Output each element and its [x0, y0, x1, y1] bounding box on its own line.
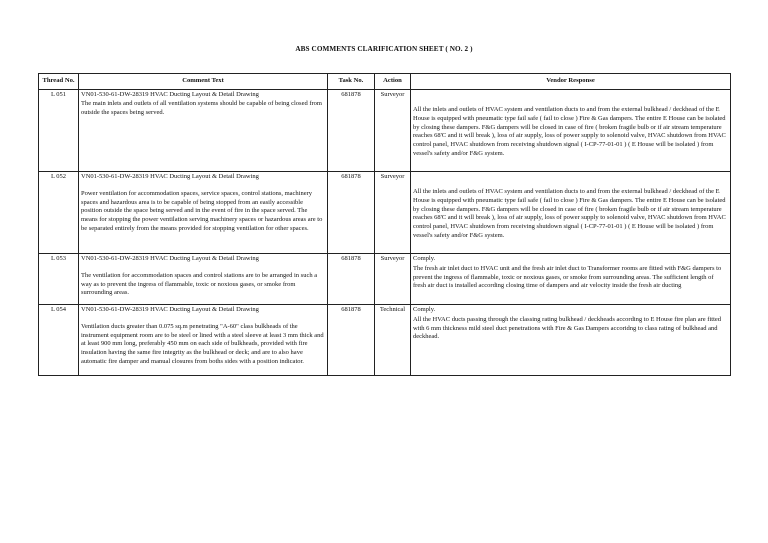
thread-cell: L 051 [39, 90, 79, 172]
header-comment: Comment Text [79, 74, 328, 90]
thread-cell: L 053 [39, 254, 79, 305]
comment-text: Ventilation ducts greater than 0.075 sq.m penetrating "A-60" class bulkheads of the instrument equipment room are to be steel or lined with a steel sleeve at least 3 mm thick and at least 900 mm long, preferably 450 mm on each side of bulkheads, provided with fire insulation having the same fire integrity as the bulkhead or deck; and are to also have automatic fire damper and manual closures from boths sides with a position indicator. [81, 322, 324, 366]
task-cell: 681878 [328, 305, 375, 376]
header-response: Vendor Response [411, 74, 731, 90]
response-text: All the inlets and outlets of HVAC system and ventilation ducts to and from the external bulkhead / deckhead of the E House is equipped with pneumatic type fail safe ( fail to close ) Fire & Gas dampers. The entire E House can be isolated by closing these dampers. F&G dampers will be closed in case of fire ( broken fragile bulb or if air stream temperature reaches 68'C and it will break ), loss of air supply, loss of power supply to solenoid valve, HVAC shutdown from HVAC control panel, HVAC shutdown from receiving shutdown signal ( I-CP-77-01-01 ) ( E House will be isolated ) from vessel's safety and/or F&G system. [413, 188, 726, 240]
action-cell: Surveyor [375, 254, 411, 305]
comment-text: Power ventilation for accommodation spaces, service spaces, control stations, machinery spaces and hazardous area is to be capable of being stopped from an easily accessible position outside the space being served and in the event of fire in the space served. The means for stopping the power ventilation serving machinery spaces or hazardous areas are to be separated entirely from the means provided for stopping ventilation for other spaces. [81, 189, 323, 233]
task-cell: 681878 [328, 90, 375, 172]
response-text: The fresh air inlet duct to HVAC unit and the fresh air inlet duct to Transformer rooms are fitted with F&G dampers to prevent the ingress of flammable, toxic or noxious gases, or smoke from surrounding areas. The sufficient length of fresh air duct is installed according closing time of dampers and air velocity inside the fresh air ducting [413, 264, 722, 290]
document-title: ABS COMMENTS CLARIFICATION SHEET ( NO. 2 ) [295, 45, 473, 53]
table-row [39, 254, 731, 305]
comment-text: The ventilation for accommodation spaces and control stations are to be arranged in such a way as to prevent the ingress of flammable, toxic or noxious gases, or smoke from surrounding areas. [81, 271, 318, 297]
header-task: Task No. [328, 74, 375, 90]
header-thread: Thread No. [39, 74, 79, 90]
comment-cell [79, 172, 328, 254]
response-cell [411, 305, 731, 376]
clarification-table [38, 73, 731, 376]
task-cell: 681878 [328, 254, 375, 305]
response-cell [411, 254, 731, 305]
comment-cell [79, 90, 328, 172]
action-cell: Surveyor [375, 90, 411, 172]
response-cell [411, 90, 731, 172]
response-cell [411, 172, 731, 254]
response-lead: Comply. [413, 255, 436, 262]
drawing-ref: VN01-530-61-DW-28319 HVAC Ducting Layout & Detail Drawing [81, 173, 259, 180]
thread-cell: L 052 [39, 172, 79, 254]
response-lead: Comply. [413, 306, 436, 313]
comment-cell [79, 254, 328, 305]
drawing-ref: VN01-530-61-DW-28319 HVAC Ducting Layout & Detail Drawing [81, 306, 259, 313]
comment-cell [79, 305, 328, 376]
header-action: Action [375, 74, 411, 90]
action-cell: Technical [375, 305, 411, 376]
comment-text: The main inlets and outlets of all ventilation systems should be capable of being closed from outside the spaces being served. [81, 99, 322, 116]
table-header-row [39, 74, 731, 90]
action-cell: Surveyor [375, 172, 411, 254]
task-cell: 681878 [328, 172, 375, 254]
response-text: All the HVAC ducts passing through the classing rating bulkhead / deckheads according to E House fire plan are fitted with 6 mm thickness mild steel duct penetrations with Fire & Gas Dampers accoridng to class rating of bulkhead and deckhead. [413, 315, 722, 341]
response-text: All the inlets and outlets of HVAC system and ventilation ducts to and from the external bulkhead / deckhead of the E House is equipped with pneumatic type fail safe ( fail to close ) Fire & Gas dampers. The entire E House can be isolated by closing these dampers. F&G dampers will be closed in case of fire ( broken fragile bulb or if air stream temperature reaches 68'C and it will break ), loss of air supply, loss of power supply to solenoid valve, HVAC shutdown from HVAC control panel, HVAC shutdown from receiving shutdown signal ( I-CP-77-01-01 ) ( E House will be isolated ) from vessel's safety and/or F&G system. [413, 106, 726, 158]
table-row [39, 90, 731, 172]
table-row [39, 172, 731, 254]
table-row [39, 305, 731, 376]
drawing-ref: VN01-530-61-DW-28319 HVAC Ducting Layout & Detail Drawing [81, 255, 259, 262]
thread-cell: L 054 [39, 305, 79, 376]
drawing-ref: VN01-530-61-DW-28319 HVAC Ducting Layout & Detail Drawing [81, 91, 259, 98]
